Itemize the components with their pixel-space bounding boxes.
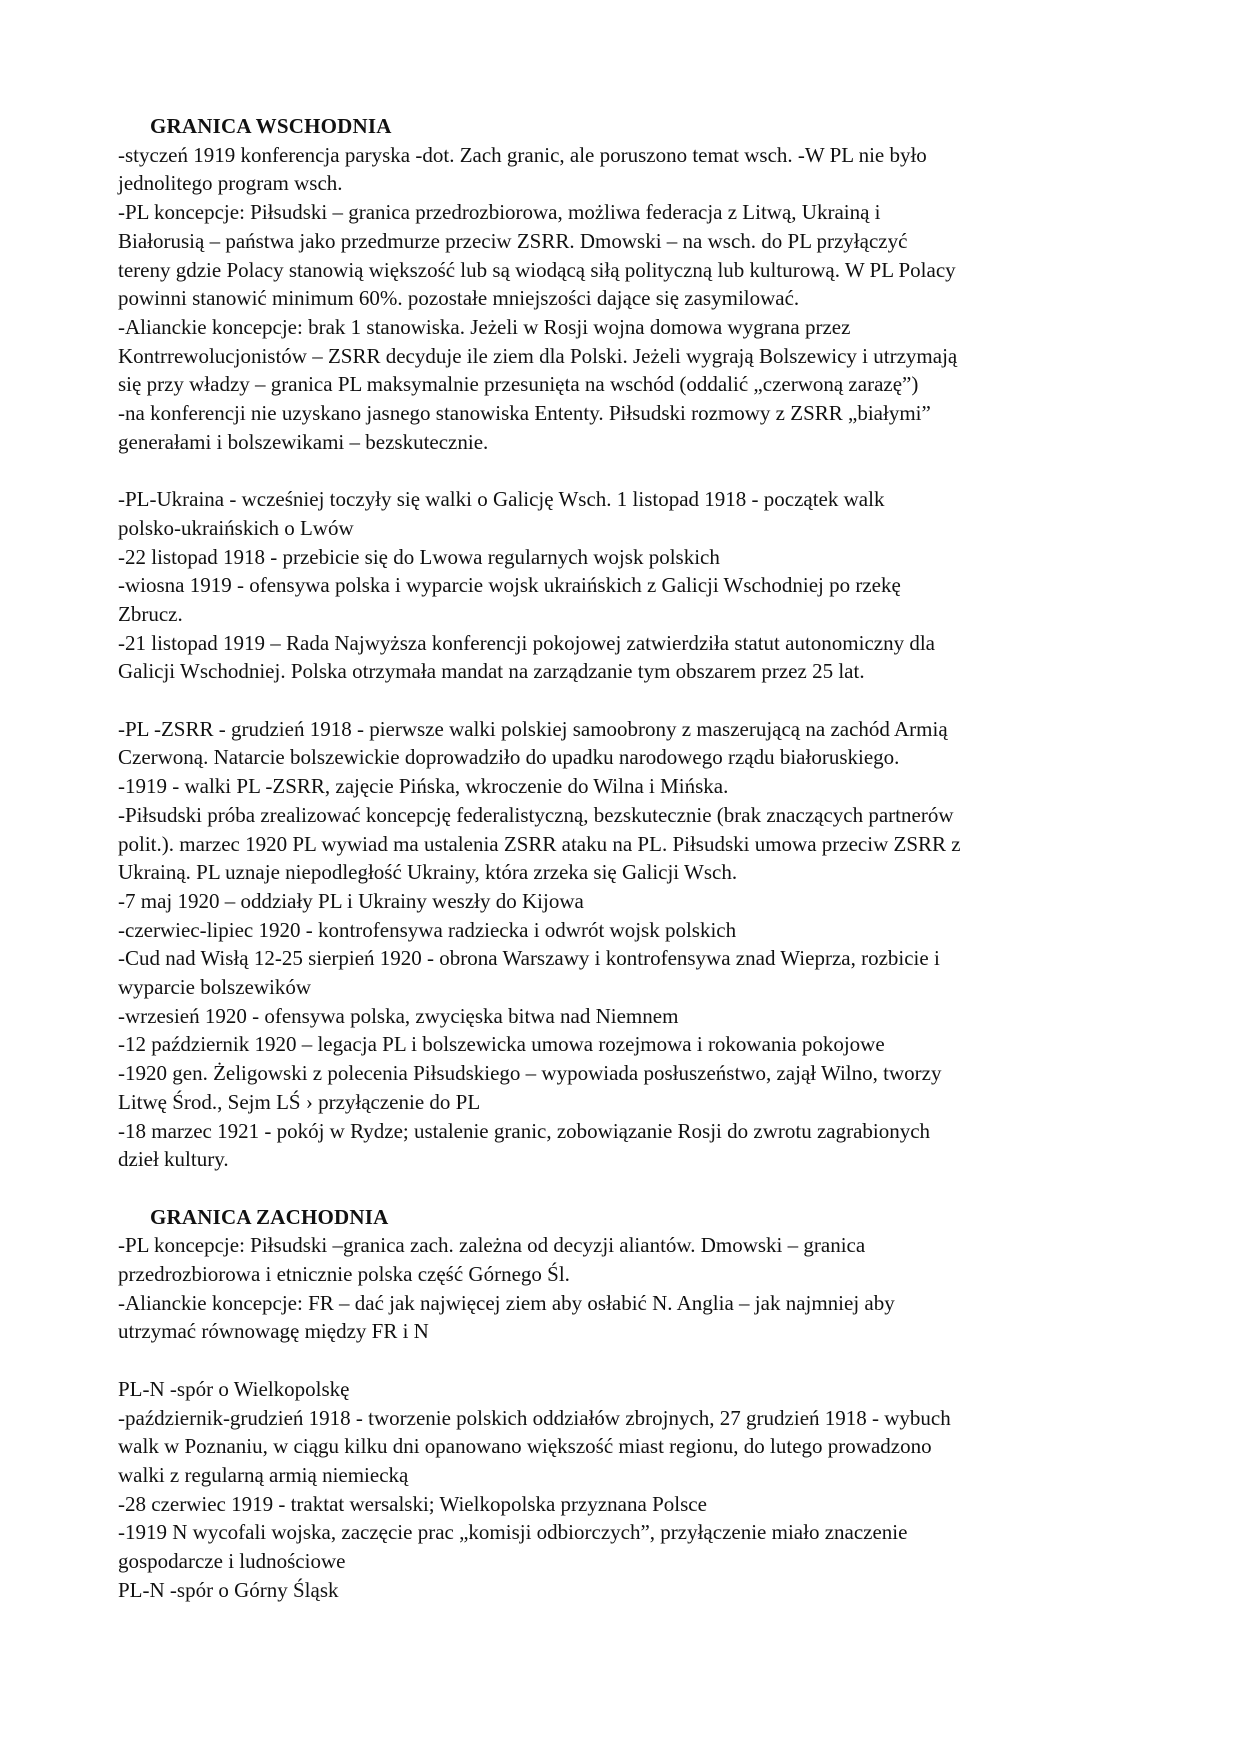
- text-line: -Cud nad Wisłą 12-25 sierpień 1920 - obrona Warszawy i kontrofensywa znad Wieprza, rozbicie i: [118, 946, 940, 971]
- paragraph-gap: [118, 686, 1128, 715]
- text-line: polsko-ukraińskich o Lwów: [118, 515, 354, 540]
- text-line: Galicji Wschodniej. Polska otrzymała mandat na zarządzanie tym obszarem przez 25 lat.: [118, 659, 865, 684]
- text-line: -22 listopad 1918 - przebicie się do Lwowa regularnych wojsk polskich: [118, 544, 720, 569]
- text-line: -12 październik 1920 – legacja PL i bolszewicka umowa rozejmowa i rokowania pokojowe: [118, 1032, 885, 1057]
- document-page: [118, 112, 1128, 1605]
- text-line: powinni stanowić minimum 60%. pozostałe mniejszości dające się zasymilować.: [118, 286, 800, 311]
- text-line: tereny gdzie Polacy stanowią większość lub są wiodącą siłą polityczną lub kulturową. W PL Polacy: [118, 257, 956, 282]
- text-line: PL-N -spór o Wielkopolskę: [118, 1376, 350, 1401]
- text-line: walki z regularną armią niemiecką: [118, 1462, 409, 1487]
- section-heading: GRANICA ZACHODNIA: [150, 1204, 389, 1229]
- text-line: dzieł kultury.: [118, 1147, 229, 1172]
- text-line: -październik-grudzień 1918 - tworzenie polskich oddziałów zbrojnych, 27 grudzień 1918 - wybuch: [118, 1405, 951, 1430]
- text-line: utrzymać równowagę między FR i N: [118, 1319, 429, 1344]
- text-line: -Alianckie koncepcje: FR – dać jak najwięcej ziem aby osłabić N. Anglia – jak najmniej aby: [118, 1290, 895, 1315]
- text-line: Zbrucz.: [118, 601, 183, 626]
- text-line: -czerwiec-lipiec 1920 - kontrofensywa radziecka i odwrót wojsk polskich: [118, 917, 737, 942]
- text-line: przedrozbiorowa i etnicznie polska część Górnego Śl.: [118, 1262, 570, 1287]
- text-line: walk w Poznaniu, w ciągu kilku dni opanowano większość miast regionu, do lutego prowadzono: [118, 1434, 932, 1459]
- text-line: się przy władzy – granica PL maksymalnie przesunięta na wschód (oddalić „czerwoną zarazę”): [118, 372, 919, 397]
- text-line: -21 listopad 1919 – Rada Najwyższa konferencji pokojowej zatwierdziła statut autonomiczny dla: [118, 630, 936, 655]
- text-line: Litwę Środ., Sejm LŚ › przyłączenie do PL: [118, 1089, 481, 1114]
- text-line: Czerwoną. Natarcie bolszewickie doprowadziło do upadku narodowego rządu białoruskiego.: [118, 745, 900, 770]
- text-line: -wrzesień 1920 - ofensywa polska, zwycięska bitwa nad Niemnem: [118, 1003, 679, 1028]
- text-line: Kontrrewolucjonistów – ZSRR decyduje ile ziem dla Polski. Jeżeli wygrają Bolszewicy i utrzymają: [118, 343, 958, 368]
- text-line: -PL -ZSRR - grudzień 1918 - pierwsze walki polskiej samoobrony z maszerującą na zachód Armią: [118, 716, 948, 741]
- text-line: -wiosna 1919 - ofensywa polska i wyparcie wojsk ukraińskich z Galicji Wschodniej po rzekę: [118, 573, 901, 598]
- text-line: -PL-Ukraina - wcześniej toczyły się walki o Galicję Wsch. 1 listopad 1918 - początek walk: [118, 487, 885, 512]
- text-line: -1919 - walki PL -ZSRR, zajęcie Pińska, wkroczenie do Wilna i Mińska.: [118, 774, 729, 799]
- text-line: -1919 N wycofali wojska, zaczęcie prac „komisji odbiorczych”, przyłączenie miało znaczenie: [118, 1520, 908, 1545]
- document-body: [118, 112, 1128, 1605]
- text-line: generałami i bolszewikami – bezskutecznie.: [118, 429, 489, 454]
- paragraph-gap: [118, 1346, 1128, 1375]
- text-line: PL-N -spór o Górny Śląsk: [118, 1577, 339, 1602]
- text-line: -Piłsudski próba zrealizować koncepcję federalistyczną, bezskutecznie (brak znaczących partnerów: [118, 802, 954, 827]
- text-line: -18 marzec 1921 - pokój w Rydze; ustalenie granic, zobowiązanie Rosji do zwrotu zagrabionych: [118, 1118, 931, 1143]
- section-west-border: [118, 1203, 1128, 1605]
- text-line: -PL koncepcje: Piłsudski –granica zach. zależna od decyzji aliantów. Dmowski – granica: [118, 1233, 866, 1258]
- text-line: -28 czerwiec 1919 - traktat wersalski; Wielkopolska przyznana Polsce: [118, 1491, 707, 1516]
- text-line: Ukrainą. PL uznaje niepodległość Ukrainy, która zrzeka się Galicji Wsch.: [118, 860, 738, 885]
- text-line: polit.). marzec 1920 PL wywiad ma ustalenia ZSRR ataku na PL. Piłsudski umowa przeciw ZSRR z: [118, 831, 961, 856]
- text-line: jednolitego program wsch.: [118, 171, 343, 196]
- section-heading: GRANICA WSCHODNIA: [150, 114, 392, 138]
- text-line: wyparcie bolszewików: [118, 975, 312, 1000]
- text-line: -1920 gen. Żeligowski z polecenia Piłsudskiego – wypowiada posłuszeństwo, zajął Wilno, tworzy: [118, 1061, 942, 1086]
- text-line: -styczeń 1919 konferencja paryska -dot. Zach granic, ale poruszono temat wsch. -W PL nie było: [118, 142, 927, 167]
- text-line: -7 maj 1920 – oddziały PL i Ukrainy weszły do Kijowa: [118, 888, 584, 913]
- text-line: Białorusią – państwa jako przedmurze przeciw ZSRR. Dmowski – na wsch. do PL przyłączyć: [118, 228, 908, 253]
- section-east-border: [118, 112, 1128, 1203]
- paragraph-gap: [118, 1174, 1128, 1203]
- text-line: gospodarcze i ludnościowe: [118, 1549, 346, 1574]
- text-line: -na konferencji nie uzyskano jasnego stanowiska Ententy. Piłsudski rozmowy z ZSRR „białymi”: [118, 401, 931, 426]
- paragraph-gap: [118, 456, 1128, 485]
- text-line: -PL koncepcje: Piłsudski – granica przedrozbiorowa, możliwa federacja z Litwą, Ukrainą i: [118, 200, 881, 225]
- text-line: -Alianckie koncepcje: brak 1 stanowiska. Jeżeli w Rosji wojna domowa wygrana przez: [118, 314, 851, 339]
